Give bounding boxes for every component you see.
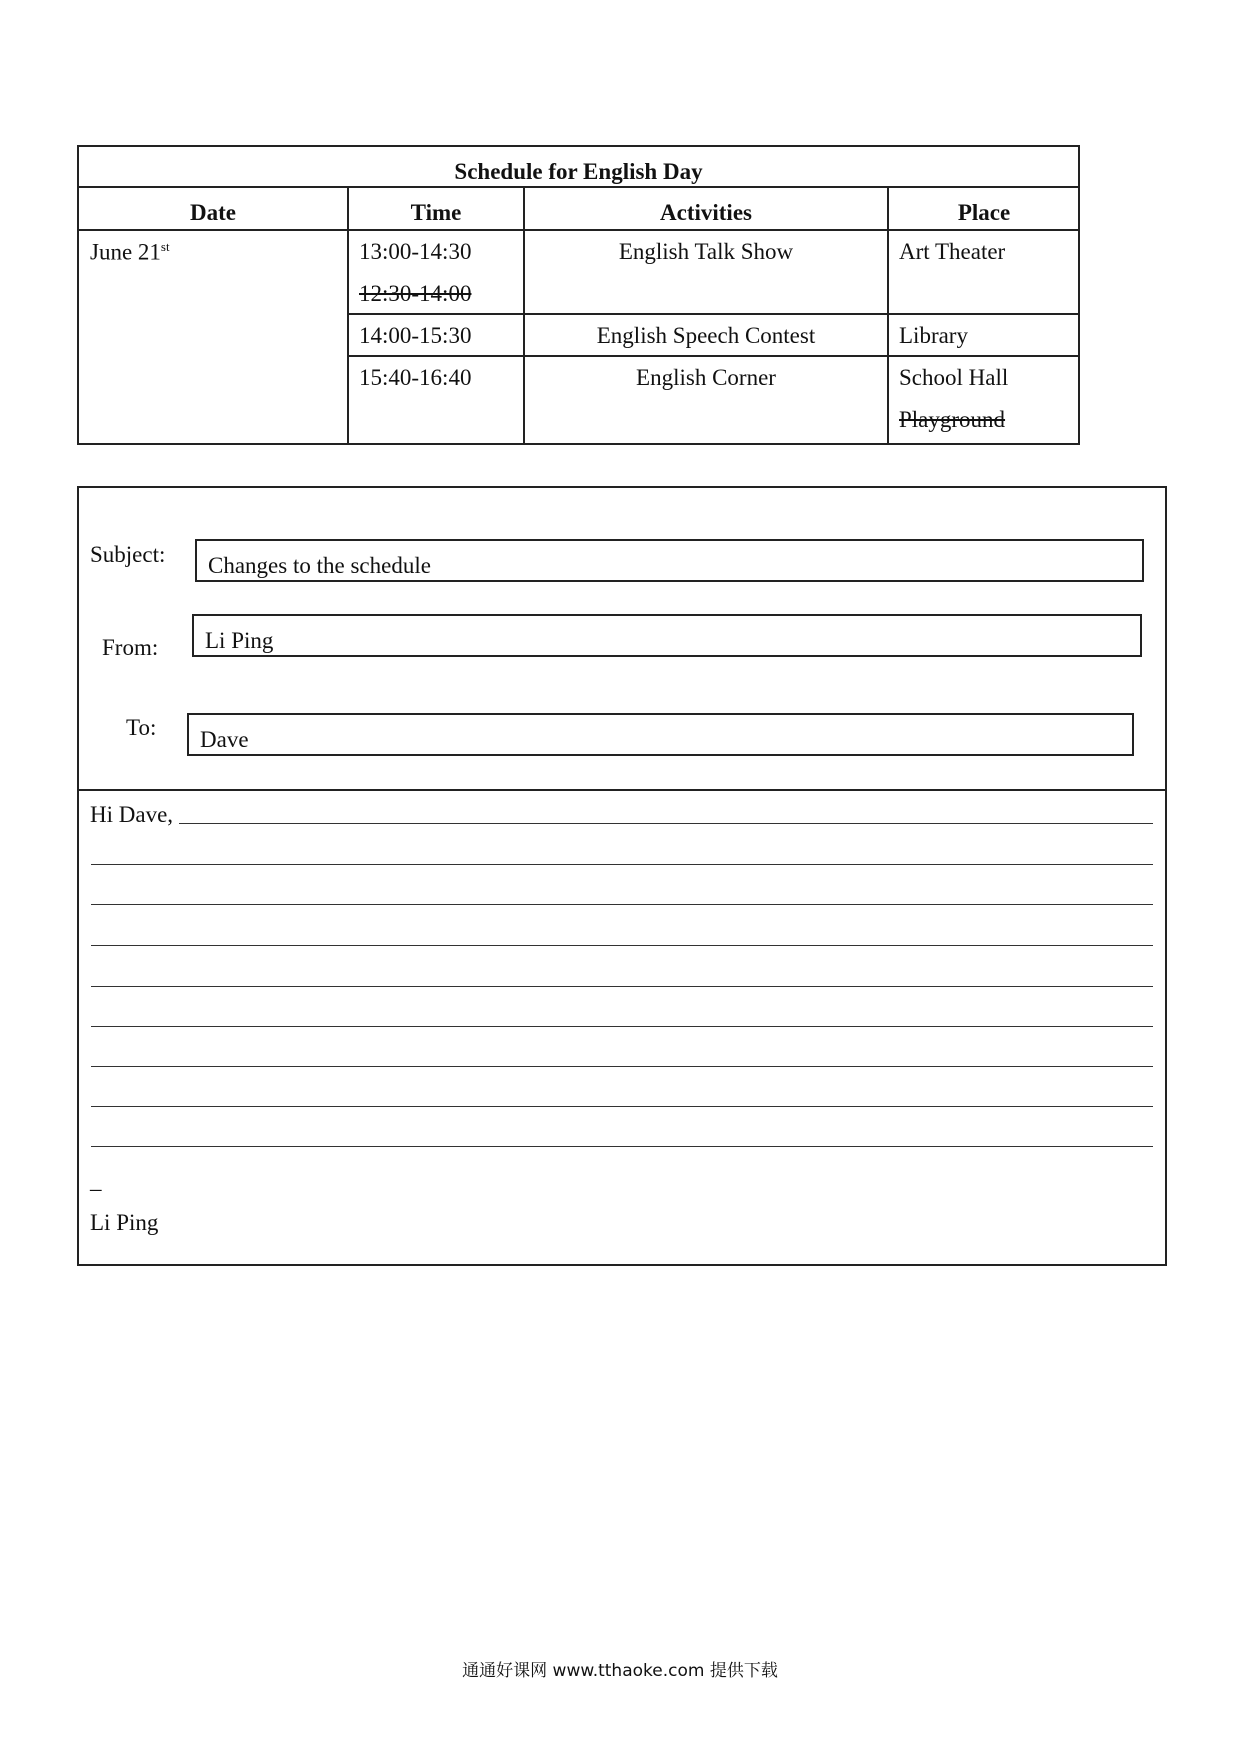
from-field[interactable]: Li Ping bbox=[192, 614, 1142, 657]
time-struck: 12:30-14:00 bbox=[359, 281, 472, 306]
to-field[interactable]: Dave bbox=[187, 713, 1134, 756]
email-form bbox=[77, 486, 1167, 1266]
signature: Li Ping bbox=[90, 1210, 159, 1235]
greeting: Hi Dave, bbox=[90, 802, 179, 828]
writing-line bbox=[91, 1146, 1153, 1147]
writing-line bbox=[91, 945, 1153, 946]
row-divider bbox=[349, 313, 1078, 315]
subject-field[interactable]: Changes to the schedule bbox=[195, 539, 1144, 582]
place-cell: School Hall bbox=[899, 365, 1009, 390]
place-struck: Playground bbox=[899, 407, 1006, 432]
writing-line bbox=[91, 1066, 1153, 1067]
schedule-table bbox=[77, 145, 1080, 445]
from-label: From: bbox=[102, 635, 159, 660]
header-place: Place bbox=[957, 200, 1011, 225]
trailing-mark: _ bbox=[90, 1168, 102, 1193]
writing-line bbox=[91, 904, 1153, 905]
header-time: Time bbox=[410, 200, 462, 225]
subject-label: Subject: bbox=[90, 542, 166, 567]
schedule-title: Schedule for English Day bbox=[79, 147, 1078, 188]
header-date: Date bbox=[190, 200, 236, 225]
header-activities: Activities bbox=[660, 200, 752, 225]
time-cell: 13:00-14:30 bbox=[359, 239, 472, 264]
to-label: To: bbox=[126, 715, 157, 740]
time-cell: 14:00-15:30 bbox=[359, 323, 472, 348]
writing-line bbox=[91, 986, 1153, 987]
writing-line bbox=[91, 1026, 1153, 1027]
activity-cell: English Speech Contest bbox=[596, 323, 816, 348]
writing-line bbox=[91, 1106, 1153, 1107]
place-cell: Art Theater bbox=[899, 239, 1006, 264]
writing-line bbox=[91, 823, 1153, 824]
email-body-divider bbox=[79, 789, 1165, 791]
activity-cell: English Corner bbox=[636, 365, 776, 390]
activity-cell: English Talk Show bbox=[618, 239, 794, 264]
header-row-divider bbox=[79, 229, 1078, 231]
time-cell: 15:40-16:40 bbox=[359, 365, 472, 390]
date-cell bbox=[90, 239, 170, 266]
date-suffix: st bbox=[160, 239, 170, 254]
footer-credit: 通通好课网 www.tthaoke.com 提供下载 bbox=[462, 1661, 778, 1681]
place-cell: Library bbox=[899, 323, 968, 348]
writing-line bbox=[91, 864, 1153, 865]
date-value: June 21 bbox=[90, 239, 161, 265]
row-divider bbox=[349, 355, 1078, 357]
